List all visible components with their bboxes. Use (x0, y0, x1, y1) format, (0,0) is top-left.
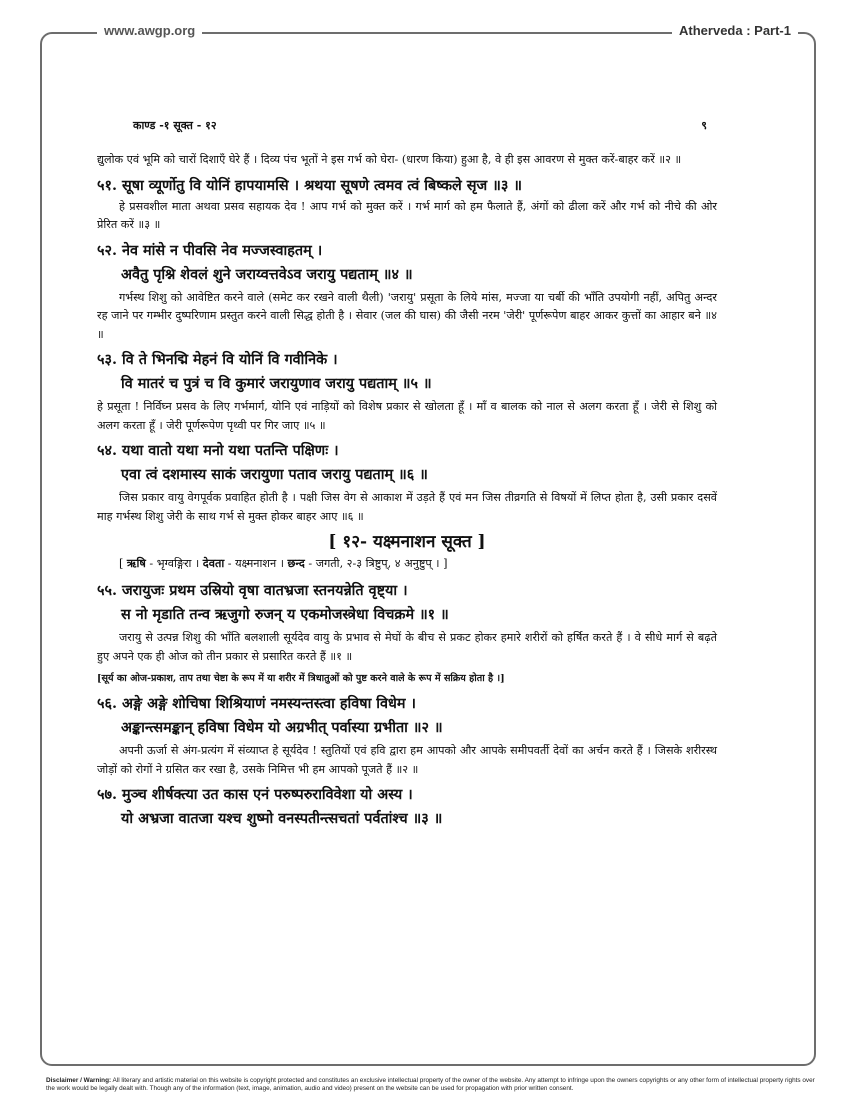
meta-value: - भृग्वङ्गिरा । (145, 557, 203, 570)
rishi-devata-chhand (119, 554, 717, 573)
explanatory-note: [सूर्य का ओज-प्रकाश, ताप तथा चेष्टा के रूप में या शरीर में त्रिधातुओं को पुष्ट करने वाले के रूप में सक्रिय होता है ।] (97, 673, 505, 684)
sanskrit-verse-line: ५१. सूषा व्यूर्णोतु वि योनिं हापयामसि । श्रथया सूषणे त्वमव त्वं बिष्कले सृज ॥३ ॥ (97, 176, 522, 194)
meta-value: [ (119, 557, 127, 570)
translation-paragraph: हे प्रसवशील माता अथवा प्रसव सहायक देव ! आप गर्भ को मुक्त करें । गर्भ मार्ग को हम फैलाते हैं, अंगों को ढीला करें और गर्भ को नीचे की ओर प्रेरित करें ॥३ ॥ (97, 199, 717, 231)
translation-paragraph: हे प्रसूता ! निर्विघ्न प्रसव के लिए गर्भमार्ग, योनि एवं नाड़ियों को विशेष प्रकार से खोलता हूँ । माँ व बालक को नाल से अलग करता हूँ । जेरी से शिशु को अलग करता हूँ । जेरी पूर्णरूपेण पृथ्वी पर गिर जाए ॥५ ॥ (97, 400, 717, 432)
book-title: Atherveda : Part-1 (672, 22, 798, 40)
meta-label: ऋषि (126, 556, 146, 570)
sanskrit-verse-line: ५७. मुञ्च शीर्षक्त्या उत कास एनं परुष्परुराविवेशा यो अस्य । (97, 786, 413, 803)
sanskrit-verse-line: ५४. यथा वातो यथा मनो यथा पतन्ति पक्षिणः । (97, 442, 339, 459)
translation-paragraph: जिस प्रकार वायु वेगपूर्वक प्रवाहित होती है । पक्षी जिस वेग से आकाश में उड़ते हैं एवं मन जिस तीव्रगति से विषयों में लिप्त होता है, उसी प्रकार दसवें माह गर्भस्थ शिशु जेरी के साथ गर्भ से मुक्त होकर बाहर आए ॥६ ॥ (97, 491, 717, 523)
verse-blocks (97, 151, 717, 831)
sanskrit-verse-line: स नो मृडाति तन्व ऋजुगो रुजन् य एकमोजस्त्रेधा विचक्रमे ॥१ ॥ (121, 606, 449, 623)
sanskrit-verse-line: अवैतु पृश्नि शेवलं शुने जराय्वत्तवेऽव जरायु पद्यताम् ॥४ ॥ (121, 265, 413, 283)
meta-label: देवता (202, 556, 225, 570)
translation-paragraph: द्युलोक एवं भूमि को चारों दिशाएँ घेरे हैं । दिव्य पंच भूतों ने इस गर्भ को घेरा- (धारण किया) हुआ है, वे ही इस आवरण से मुक्त करें-बाहर करें ॥२ ॥ (97, 153, 682, 166)
translation-paragraph: गर्भस्थ शिशु को आवेष्टित करने वाले (समेट कर रखने वाली थैली) 'जरायु' प्रसूता के लिये मांस, मज्जा या चर्बी की भाँति उपयोगी नहीं, अपितु अन्दर रह जाने पर गम्भीर दुष्परिणाम प्रस्तुत करने वाली सिद्ध होती है । सेवार (जल की घास) की जैसी नरम 'जेरी' पूर्णरूपेण बाहर आकर कुत्तों का आहार बने ॥४ ॥ (97, 290, 717, 341)
sukta-title: [ १२- यक्ष्मनाशन सूक्त ] (328, 532, 486, 552)
disclaimer (46, 1077, 818, 1094)
disclaimer-label: Disclaimer / Warning: (46, 1077, 112, 1084)
sanskrit-verse-line: यो अभ्रजा वातजा यश्च शुष्मो वनस्पतीन्त्सचतां पर्वतांश्च ॥३ ॥ (121, 810, 443, 827)
page-header-row (133, 118, 717, 133)
meta-label: छन्द (287, 556, 305, 570)
sanskrit-verse-line: ५२. नेव मांसे न पीवसि नेव मज्जस्वाहतम् । (97, 241, 323, 259)
meta-value: - जगती, २-३ त्रिष्टुप्, ४ अनुष्टुप् । ] (304, 557, 448, 570)
sanskrit-verse-line: ५३. वि ते भिनद्मि मेहनं वि योनिं वि गवीनिके । (97, 351, 338, 368)
translation-paragraph: जरायु से उत्पन्न शिशु की भाँति बलशाली सूर्यदेव वायु के प्रभाव से मेघों के बीच से प्रकट होकर हमारे शरीरों को हर्षित करते हैं । वे सीधे मार्ग से बढ़ते हुए अपने एक ही ओज को तीन प्रकार से प्रसारित करते हैं ॥१ ॥ (97, 631, 717, 663)
page-number: ९ (701, 119, 707, 132)
sanskrit-verse-line: ५६. अङ्गे अङ्गे शोचिषा शिश्रियाणं नमस्यन्तस्त्वा हविषा विधेम । (97, 695, 416, 712)
sanskrit-verse-line: एवा त्वं दशमास्य साकं जरायुणा पताव जरायु पद्यताम् ॥६ ॥ (121, 466, 428, 483)
sanskrit-verse-line: अङ्कान्त्समङ्कान् हविषा विधेम यो अग्रभीत् पर्वास्या ग्रभीता ॥२ ॥ (121, 719, 443, 736)
section-reference: काण्ड -१ सूक्त - १२ (133, 119, 217, 132)
sanskrit-verse-line: ५५. जरायुजः प्रथम उस्रियो वृषा वातभ्रजा स्तनयन्नेति वृष्ट्या । (97, 582, 408, 599)
disclaimer-text: All literary and artistic material on this website is copyright protected and constitutes an exclusive intellectual property of the owner of the website. Any attempt to infringe upon the owners copyrights or any other form of intellectual property rights over the work would be legally dealt with. Though any of the information (text, image, animation, audio and video) present on the website can be used for propagation with prior written consent. (46, 1077, 815, 1093)
sanskrit-verse-line: वि मातरं च पुत्रं च वि कुमारं जरायुणाव जरायु पद्यताम् ॥५ ॥ (121, 375, 432, 392)
website-url[interactable]: www.awgp.org (97, 22, 202, 40)
page-content (97, 118, 717, 833)
meta-value: - यक्ष्मनाशन । (224, 557, 288, 570)
translation-paragraph: अपनी ऊर्जा से अंग-प्रत्यंग में संव्याप्त हे सूर्यदेव ! स्तुतियों एवं हवि द्वारा हम आपको और आपके समीपवर्ती देवों का अर्चन करते हैं । जिसके शरीरस्थ जोड़ों को रोगों ने ग्रसित कर रखा है, उसके निमित्त भी हम आपको पूजते हैं ॥२ ॥ (97, 744, 717, 776)
